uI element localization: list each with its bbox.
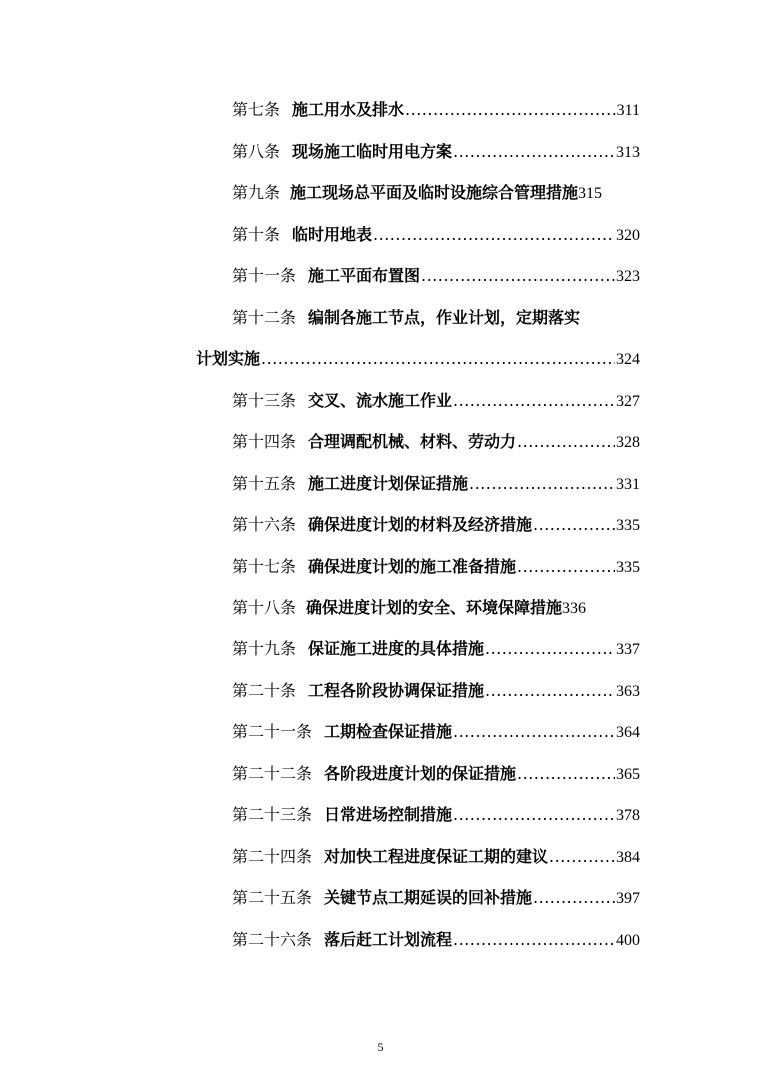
toc-entry-title: 施工平面布置图 [308, 266, 421, 285]
toc-entry[interactable] [232, 220, 640, 250]
toc-entry-title: 确保进度计划的施工准备措施 [308, 557, 517, 576]
toc-entry-number: 第二十五条 [232, 888, 313, 907]
toc-entry-page: 336 [562, 600, 587, 617]
toc-entry-title: 保证施工进度的具体措施 [308, 639, 485, 658]
page-number: 5 [377, 1040, 384, 1054]
toc-entry-number: 第十一条 [232, 266, 297, 285]
toc-entry-page: 335 [616, 559, 640, 576]
toc-entry-title: 施工现场总平面及临时设施综合管理措施 [290, 183, 579, 202]
toc-entry-title: 合理调配机械、材料、劳动力 [308, 432, 517, 451]
toc-entry-page: 313 [616, 144, 640, 161]
toc-leader-dots [373, 220, 615, 250]
toc-leader-dots [517, 427, 615, 457]
toc-entry-number: 第十四条 [232, 432, 297, 451]
toc-entry[interactable] [232, 925, 640, 955]
toc-leader-dots [453, 925, 615, 955]
toc-entry[interactable] [232, 178, 662, 208]
toc-leader-dots [485, 634, 615, 664]
toc-entry[interactable] [232, 386, 640, 416]
toc-leader-dots [517, 552, 615, 582]
toc-entry-number: 第二十二条 [232, 764, 313, 783]
toc-entry-page: 365 [616, 766, 640, 783]
toc-entry-number: 第二十条 [232, 681, 297, 700]
toc-entry-title: 各阶段进度计划的保证措施 [324, 764, 517, 783]
toc-entry[interactable] [232, 552, 640, 582]
toc-entry-page: 397 [616, 890, 640, 907]
toc-entry-title: 工期检查保证措施 [324, 722, 453, 741]
toc-leader-dots [485, 676, 615, 706]
toc-entry[interactable] [232, 261, 640, 291]
toc-entry[interactable] [232, 427, 640, 457]
toc-entry-number: 第九条 [232, 183, 281, 202]
toc-entry[interactable] [232, 717, 640, 747]
toc-leader-dots [421, 261, 615, 291]
toc-entry[interactable] [232, 759, 640, 789]
toc-entry[interactable] [232, 800, 640, 830]
toc-entry-title: 日常进场控制措施 [324, 805, 453, 824]
toc-entry-title: 现场施工临时用电方案 [292, 142, 453, 161]
toc-entry[interactable] [232, 95, 640, 125]
toc-entry-page: 328 [616, 434, 640, 451]
toc-leader-dots [517, 759, 615, 789]
toc-entry-number: 第七条 [232, 100, 281, 119]
toc-entry-number: 第八条 [232, 142, 281, 161]
toc-entry-page: 331 [616, 476, 640, 493]
toc-entry-title: 施工进度计划保证措施 [308, 474, 469, 493]
toc-leader-dots [469, 469, 615, 499]
toc-entry[interactable] [232, 593, 652, 623]
toc-leader-dots [453, 386, 615, 416]
toc-entry-page: 384 [616, 849, 640, 866]
toc-entry-number: 第二十一条 [232, 722, 313, 741]
toc-entry-page: 320 [616, 227, 640, 244]
toc-entry-number: 第十条 [232, 225, 281, 244]
toc-entry-number: 第十七条 [232, 557, 297, 576]
toc-leader-dots [453, 800, 615, 830]
toc-leader-dots [453, 717, 615, 747]
toc-entry-page: 327 [616, 393, 640, 410]
toc-entry-number: 第十五条 [232, 474, 297, 493]
toc-entry-number: 第十九条 [232, 639, 297, 658]
toc-entry-page: 378 [616, 807, 640, 824]
toc-entry-page: 324 [616, 351, 640, 368]
toc-leader-dots [405, 95, 616, 125]
toc-entry-continuation[interactable] [196, 344, 640, 374]
toc-entry-page: 335 [616, 517, 640, 534]
toc-entry-title: 确保进度计划的安全、环境保障措施 [306, 598, 563, 617]
toc-leader-dots [261, 344, 615, 374]
toc-entry-title: 关键节点工期延误的回补措施 [324, 888, 533, 907]
toc-entry-title: 编制各施工节点，作业计划，定期落实 [308, 308, 581, 327]
toc-entry-page: 364 [616, 724, 640, 741]
toc-entry[interactable] [232, 634, 640, 664]
toc-entry-title: 交叉、流水施工作业 [308, 391, 453, 410]
toc-entry-title: 施工用水及排水 [292, 100, 405, 119]
toc-entry-number: 第十六条 [232, 515, 297, 534]
toc-entry-page: 315 [578, 185, 603, 202]
toc-entry-number: 第十二条 [232, 308, 297, 327]
toc-entry-page: 400 [616, 932, 640, 949]
toc-entry-number: 第二十三条 [232, 805, 313, 824]
toc-entry-title: 落后赶工计划流程 [324, 930, 453, 949]
toc-entry-page: 363 [616, 683, 640, 700]
toc-entry-number: 第二十六条 [232, 930, 313, 949]
toc-entry-title: 对加快工程进度保证工期的建议 [324, 847, 549, 866]
toc-entry-title: 确保进度计划的材料及经济措施 [308, 515, 533, 534]
toc-entry[interactable] [232, 137, 640, 167]
toc-leader-dots [533, 883, 615, 913]
toc-entry-title-continued: 计划实施 [196, 349, 261, 368]
toc-entry[interactable] [232, 883, 640, 913]
toc-entry-number: 第十八条 [232, 598, 297, 617]
toc-entry[interactable] [232, 842, 640, 872]
toc-entry[interactable] [232, 303, 652, 333]
toc-entry-title: 临时用地表 [292, 225, 373, 244]
toc-entry-page: 337 [616, 641, 640, 658]
toc-entry[interactable] [232, 469, 640, 499]
toc-leader-dots [453, 137, 615, 167]
toc-entry-number: 第二十四条 [232, 847, 313, 866]
toc-entry[interactable] [232, 676, 640, 706]
toc-entry-page: 311 [616, 102, 640, 119]
toc-leader-dots [549, 842, 615, 872]
toc-leader-dots [533, 510, 615, 540]
toc-entry-number: 第十三条 [232, 391, 297, 410]
toc-entry[interactable] [232, 510, 640, 540]
toc-entry-title: 工程各阶段协调保证措施 [308, 681, 485, 700]
toc-entry-page: 323 [616, 268, 640, 285]
